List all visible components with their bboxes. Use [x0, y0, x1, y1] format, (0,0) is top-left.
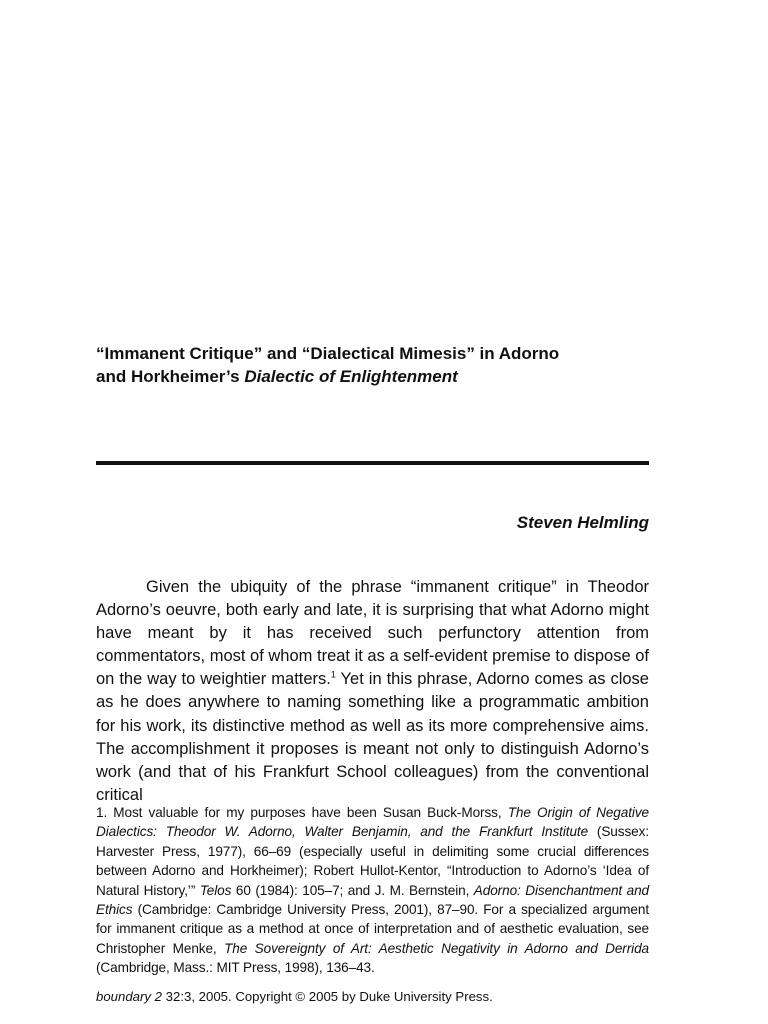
article-page [96, 0, 649, 1024]
title-line-2-prefix: and Horkheimer’s [96, 367, 245, 386]
footnote-text-2: (Sussex: Harvester Press, 1977), 66–69 (especially useful in delimiting some crucial differences between Adorno and Horkheimer); Robert Hullot-Kentor, “Introduction to Adorno’s ‘Idea of Natural History,’” [96, 824, 649, 898]
footnote-text-3: 60 (1984): 105–7; and J. M. Bernstein, [231, 882, 474, 898]
footnote-italic-1: The Origin of Negative Dialectics: Theodor W. Adorno, Walter Benjamin, and the Frankfurt Institute [96, 805, 649, 840]
footnote-marker: 1 [330, 669, 336, 680]
title-line-1: “Immanent Critique” and “Dialectical Mimesis” in Adorno [96, 344, 560, 363]
copyright-text: 32:3, 2005. Copyright © 2005 by Duke University Press. [162, 989, 493, 1004]
footnote-italic-3: Adorno: Disenchantment and Ethics [96, 882, 650, 918]
copyright-line [96, 988, 649, 1006]
title-divider [96, 461, 649, 465]
title-book-name: Dialectic of Enlightenment [244, 367, 458, 386]
body-text-part-1: Given the ubiquity of the phrase “immanent critique” in Theodor Adorno’s oeuvre, both early and late, it is surprising that what Adorno might have meant by it has received such perfunctory attention from commentators, most of whom treat it as a self-evident premise to dispose of on the way to weightier matters. [96, 578, 649, 689]
body-paragraph [96, 576, 649, 807]
footnote-text-4: (Cambridge: Cambridge University Press, 2001), 87–90. For a specialized argument for immanent critique as a method at once of interpretation and of aesthetic evaluation, see Christopher Menke, [96, 902, 649, 956]
author-name: Steven Helmling [516, 513, 649, 532]
footnote-text-5: (Cambridge, Mass.: MIT Press, 1998), 136–43. [96, 960, 375, 976]
footnote-italic-4: The Sovereignty of Art: Aesthetic Negativity in Adorno and Derrida [224, 940, 649, 956]
body-text-part-2: Yet in this phrase, Adorno comes as close as he does anywhere to naming something like a programmatic ambition for his work, its distinctive method as well as its more comprehensive aims. The accomplishment it proposes is meant not only to distinguish Adorno’s work (and that of his Frankfurt School colleagues) from the conventional critical [96, 670, 649, 804]
footnote-italic-2: Telos [199, 882, 232, 898]
footnote-1 [96, 803, 649, 978]
article-title [96, 342, 649, 388]
journal-name: boundary 2 [96, 989, 162, 1004]
footnote-text-1: 1. Most valuable for my purposes have been Susan Buck-Morss, [96, 805, 508, 820]
